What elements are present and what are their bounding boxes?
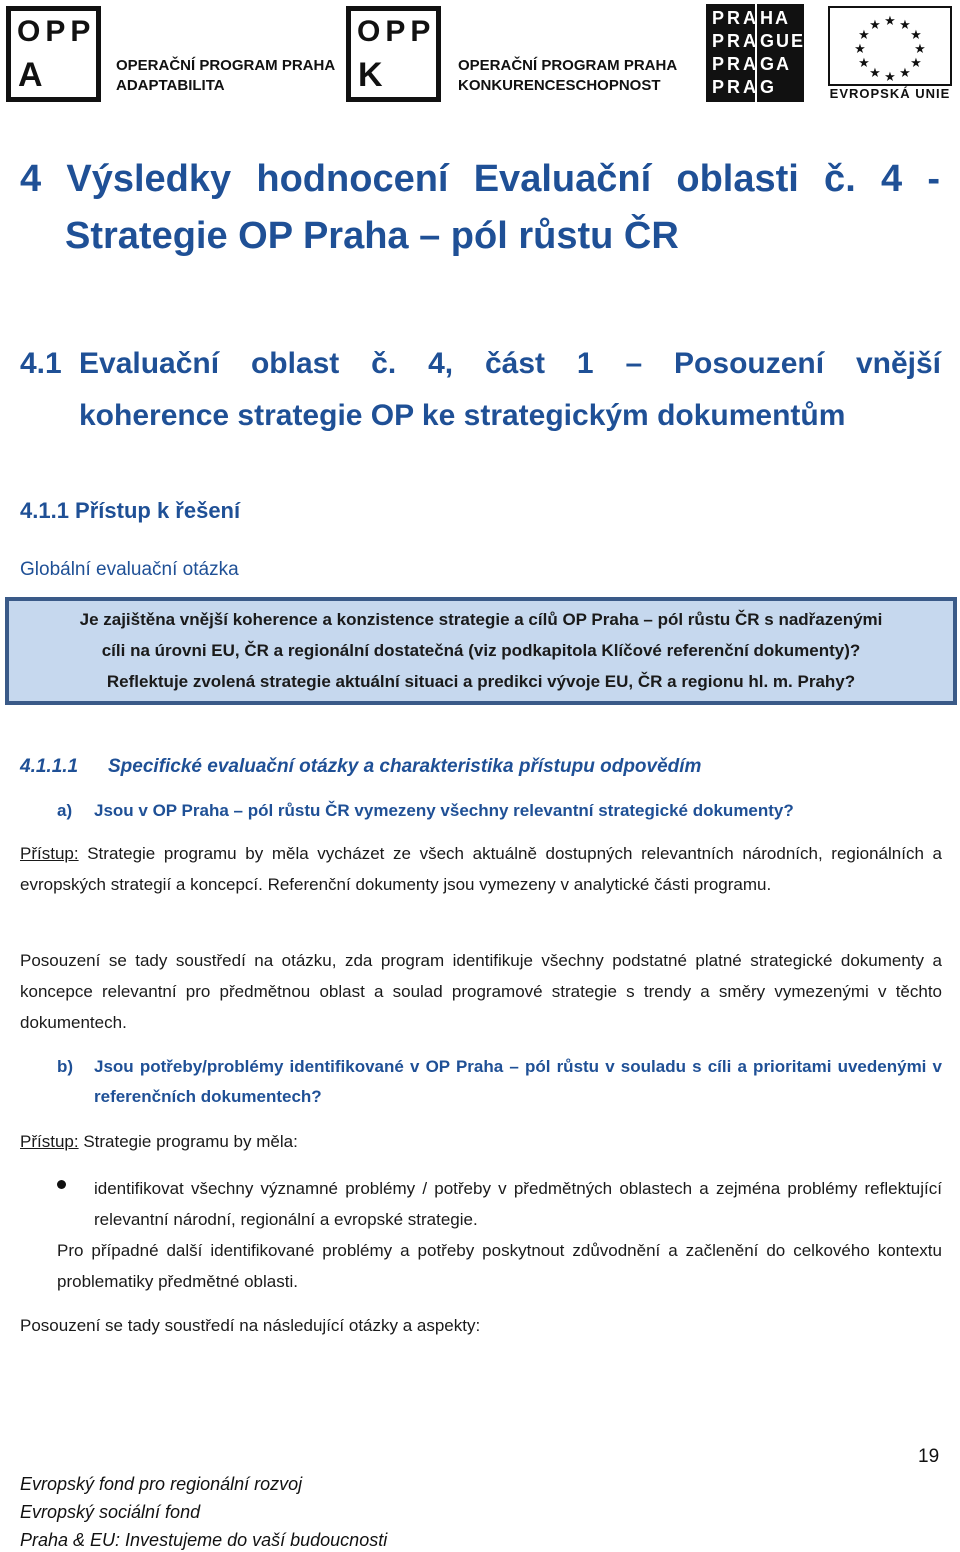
praha-logo-left: PRA xyxy=(712,8,760,28)
approach-b-label: Přístup: xyxy=(20,1132,79,1151)
eu-flag-logo xyxy=(828,6,952,86)
oppa-caption-line2: ADAPTABILITA xyxy=(116,77,225,94)
question-a-text: Jsou v OP Praha – pól růstu ČR vymezeny všechny relevantní strategické dokumenty? xyxy=(94,801,794,820)
svg-text:★: ★ xyxy=(910,28,922,43)
approach-a-label: Přístup: xyxy=(20,844,79,863)
praha-logo-left: PRA xyxy=(712,77,760,97)
praha-logo-right: GA xyxy=(760,54,791,74)
oppk-caption-line2: KONKURENCESCHOPNOST xyxy=(458,77,661,94)
oppa-caption xyxy=(116,56,335,96)
page-number: 19 xyxy=(918,1446,940,1467)
oppk-caption-line1: OPERAČNÍ PROGRAM PRAHA xyxy=(458,57,678,74)
oppa-logo-bottom: A xyxy=(18,56,43,94)
oppk-logo xyxy=(346,6,441,102)
oppa-logo xyxy=(6,6,101,102)
svg-text:★: ★ xyxy=(884,14,896,29)
closing-paragraph: Posouzení se tady soustředí na následující otázky a aspekty: xyxy=(20,1316,481,1335)
praha-logo-row xyxy=(706,8,804,30)
eu-stars-icon xyxy=(830,8,950,84)
subsection-heading: 4.1.1 Přístup k řešení xyxy=(20,498,241,523)
svg-text:★: ★ xyxy=(914,42,926,57)
praha-logo-left: PRA xyxy=(712,31,760,51)
question-b-text: Jsou potřeby/problémy identifikované v OP Praha – pól růstu v souladu s cíli a prioritami uvedenými v referenčních dokumentech? xyxy=(94,1057,942,1106)
specific-questions-heading xyxy=(20,752,702,782)
heading-number: 4.1.1.1 xyxy=(20,756,79,777)
global-question-box xyxy=(5,597,957,705)
svg-text:★: ★ xyxy=(869,66,881,81)
praha-logo-right: G xyxy=(760,77,777,97)
svg-text:★: ★ xyxy=(884,70,896,84)
svg-text:★: ★ xyxy=(899,66,911,81)
oppk-caption xyxy=(458,56,677,96)
praha-logo-row xyxy=(706,54,804,76)
praha-logo xyxy=(706,4,804,102)
header-logos xyxy=(0,0,960,110)
approach-b-text: Strategie programu by měla: xyxy=(78,1132,298,1151)
svg-text:★: ★ xyxy=(869,18,881,33)
svg-text:★: ★ xyxy=(910,56,922,71)
svg-text:★: ★ xyxy=(858,28,870,43)
global-question-heading: Globální evaluační otázka xyxy=(20,559,239,580)
question-line1: Je zajištěna vnější koherence a konzistence strategie a cílů OP Praha – pól růstu ČR s nadřazenými xyxy=(79,610,883,629)
approach-a-paragraph xyxy=(20,838,942,900)
footer xyxy=(20,1470,387,1552)
bullet-item: identifikovat všechny významné problémy / potřeby v předmětných oblastech a zejména problémy reflektující relevantní národní, regionální a evropské strategie. xyxy=(94,1179,942,1229)
praha-logo-right: HA xyxy=(760,8,790,28)
indented-paragraph: Pro případné další identifikované problémy a potřeby poskytnout zdůvodnění a začlenění do celkového kontextu problematiky předmětné oblasti. xyxy=(57,1241,942,1291)
oppa-logo-top: OPP xyxy=(17,15,96,48)
question-a-label: a) xyxy=(57,801,73,820)
question-line3: Reflektuje zvolená strategie aktuální situaci a predikci vývoje EU, ČR a regionu hl. m. Prahy? xyxy=(106,672,856,691)
chapter-heading-line1: 4 Výsledky hodnocení Evaluační oblasti č. 4 - xyxy=(20,158,940,200)
praha-logo-left: PRA xyxy=(712,54,760,74)
footer-line2: Evropský sociální fond xyxy=(20,1502,201,1522)
assessment-a-paragraph: Posouzení se tady soustředí na otázku, zda program identifikuje všechny podstatné platné strategické dokumenty a koncepce relevantní pro předmětnou oblast a soulad programové strategie s trendy a směry vymezenými v těchto dokumentech. xyxy=(20,951,942,1032)
approach-b-paragraph xyxy=(20,1126,942,1157)
question-b-label: b) xyxy=(57,1057,74,1076)
section-heading-line1: Evaluační oblast č. 4, část 1 – Posouzení vnější xyxy=(79,347,941,380)
chapter-heading-line2: Strategie OP Praha – pól růstu ČR xyxy=(65,215,679,257)
svg-text:★: ★ xyxy=(899,18,911,33)
svg-text:★: ★ xyxy=(854,42,866,57)
praha-logo-row xyxy=(706,31,804,53)
oppk-logo-top: OPP xyxy=(357,15,436,48)
footer-line3: Praha & EU: Investujeme do vaší budoucnosti xyxy=(20,1530,388,1550)
svg-text:★: ★ xyxy=(858,56,870,71)
oppa-caption-line1: OPERAČNÍ PROGRAM PRAHA xyxy=(116,57,336,74)
footer-line1: Evropský fond pro regionální rozvoj xyxy=(20,1474,303,1494)
section-heading-line2: koherence strategie OP ke strategickým dokumentům xyxy=(79,399,846,432)
bullet-icon xyxy=(57,1180,66,1189)
eu-caption: EVROPSKÁ UNIE xyxy=(829,86,951,101)
praha-logo-row xyxy=(706,77,804,99)
oppk-logo-bottom: K xyxy=(358,56,383,94)
question-line2: cíli na úrovni EU, ČR a regionální dostatečná (viz podkapitola Klíčové referenční dokumenty)? xyxy=(101,641,861,660)
praha-logo-right: GUE xyxy=(760,31,806,51)
heading-text: Specifické evaluační otázky a charakteristika přístupu odpovědím xyxy=(108,756,702,777)
section-number: 4.1 xyxy=(20,347,62,380)
approach-a-text: Strategie programu by měla vycházet ze všech aktuálně dostupných relevantních národních, regionálních a evropských strategií a koncepcí. Referenční dokumenty jsou vymezeny v analytické části programu. xyxy=(20,844,942,894)
